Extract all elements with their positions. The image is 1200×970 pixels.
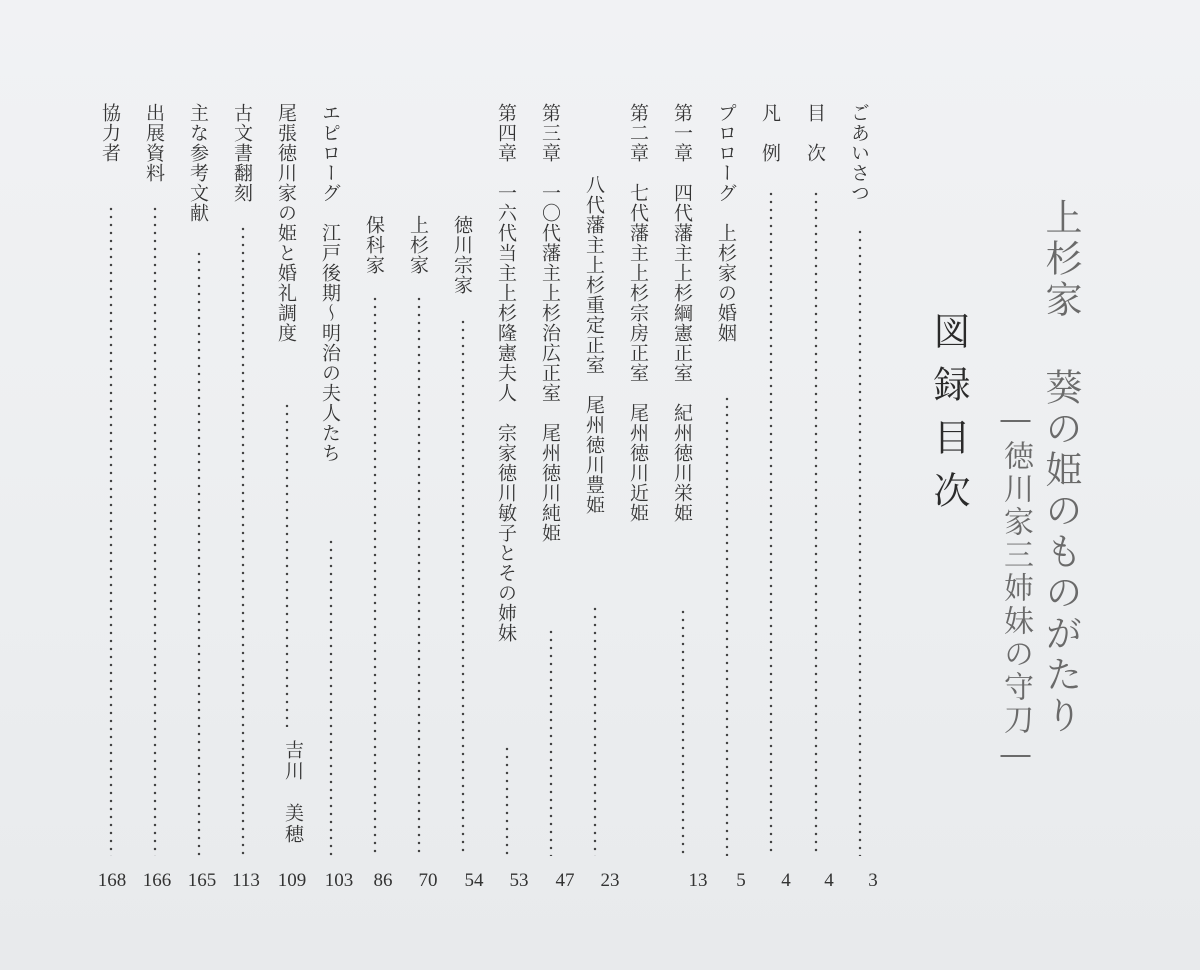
page-number: 109 xyxy=(277,870,307,891)
toc-entry-tokugawa-soke[interactable]: 徳川宗家 xyxy=(451,215,473,295)
toc-entry-chapter-3[interactable]: 第三章 一〇代藩主上杉治広正室 尾州徳川純姫 xyxy=(539,103,561,543)
toc-entry-contributors[interactable]: 協力者 xyxy=(99,103,121,163)
toc-entry-exhibits[interactable]: 出展資料 xyxy=(143,103,165,183)
leader-dots xyxy=(593,605,597,856)
page-number: 5 xyxy=(736,870,746,891)
toc-entry-transcription[interactable]: 古文書翻刻 xyxy=(231,103,253,203)
page-number: 13 xyxy=(688,870,708,891)
page-number: 4 xyxy=(824,870,834,891)
leader-dots xyxy=(814,190,818,856)
leader-dots xyxy=(505,745,509,856)
leader-dots xyxy=(197,250,201,856)
page-number: 23 xyxy=(600,870,620,891)
page-number: 103 xyxy=(324,870,354,891)
page-number: 47 xyxy=(555,870,575,891)
toc-entry-uesugi[interactable]: 上杉家 xyxy=(407,215,429,275)
toc-entry-chapter-1[interactable]: 第一章 四代藩主上杉綱憲正室 紀州徳川栄姫 xyxy=(671,103,693,523)
leader-dots xyxy=(858,228,862,856)
toc-entry-legend[interactable]: 凡 例 xyxy=(759,103,781,163)
leader-dots xyxy=(109,205,113,856)
leader-dots xyxy=(241,225,245,856)
toc-title: 図録目次 xyxy=(927,312,970,524)
leader-dots xyxy=(153,205,157,856)
book-title: 上杉家 葵の姫のものがたり xyxy=(1039,198,1082,737)
leader-dots xyxy=(549,628,553,856)
toc-entry-contents[interactable]: 目 次 xyxy=(804,103,826,163)
page-number: 166 xyxy=(142,870,172,891)
leader-dots xyxy=(417,295,421,856)
page-number: 70 xyxy=(418,870,438,891)
toc-entry-prologue[interactable]: プロローグ 上杉家の婚姻 xyxy=(715,103,737,343)
toc-entry-greeting[interactable]: ごあいさつ xyxy=(848,103,870,203)
toc-entry-owari-brides[interactable]: 尾張徳川家の姫と婚礼調度 xyxy=(275,103,297,343)
leader-dots xyxy=(329,538,333,856)
toc-entry-chapter-2-sub[interactable]: 八代藩主上杉重定正室 尾州徳川豊姫 xyxy=(583,175,605,515)
page-number: 113 xyxy=(232,870,260,891)
toc-entry-chapter-2[interactable]: 第二章 七代藩主上杉宗房正室 尾州徳川近姫 xyxy=(627,103,649,523)
page-number: 86 xyxy=(373,870,393,891)
page-number: 168 xyxy=(97,870,127,891)
toc-entry-references[interactable]: 主な参考文献 xyxy=(187,103,209,223)
page-number: 3 xyxy=(868,870,878,891)
book-subtitle: ―徳川家三姉妹の守刀― xyxy=(998,402,1033,775)
leader-dots xyxy=(769,190,773,856)
leader-dots xyxy=(681,608,685,856)
leader-dots xyxy=(725,395,729,856)
leader-dots xyxy=(373,295,377,856)
page-number: 4 xyxy=(781,870,791,891)
toc-entry-hoshina[interactable]: 保科家 xyxy=(363,215,385,275)
leader-dots xyxy=(285,402,289,727)
page-number: 54 xyxy=(464,870,484,891)
toc-entry-chapter-4[interactable]: 第四章 一六代当主上杉隆憲夫人 宗家徳川敏子とその姉妹 xyxy=(495,103,517,643)
page-number: 165 xyxy=(187,870,217,891)
leader-dots xyxy=(461,318,465,856)
toc-entry-epilogue[interactable]: エピローグ 江戸後期～明治の夫人たち xyxy=(319,103,341,463)
page-number: 53 xyxy=(509,870,529,891)
author-credit: 吉川 美穂 xyxy=(282,740,304,845)
